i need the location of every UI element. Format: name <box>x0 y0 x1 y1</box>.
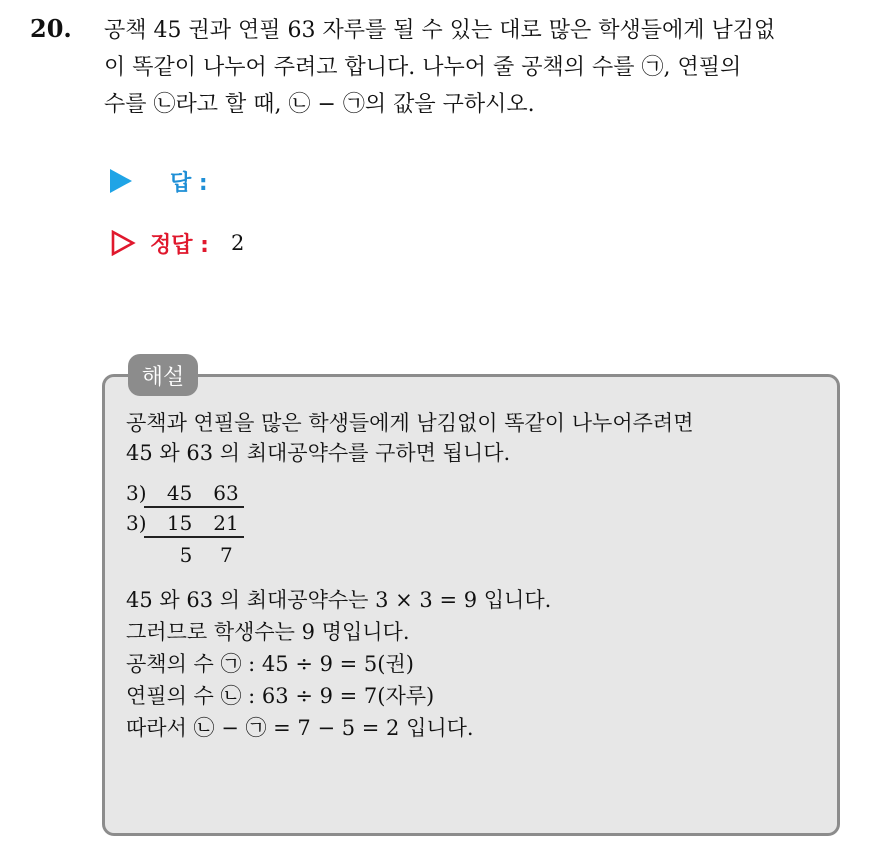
solution-intro-line: 45 와 63 의 최대공약수를 구하면 됩니다. <box>126 441 511 465</box>
division-value: 7 <box>219 543 233 567</box>
correct-answer-value: 2 <box>230 231 245 255</box>
solution-step: 연필의 수 ㉡ : 63 ÷ 9 = 7(자루) <box>126 684 435 708</box>
correct-answer-row <box>110 228 244 258</box>
outline-arrow-icon <box>110 230 136 256</box>
solution-step: 45 와 63 의 최대공약수는 3 × 3 = 9 입니다. <box>126 588 552 612</box>
solution-steps <box>126 584 826 744</box>
solution-tab: 해설 <box>128 354 198 396</box>
division-divisor: 3) <box>126 511 147 535</box>
answer-label: 답 : <box>170 170 208 196</box>
division-value: 45 <box>166 481 193 505</box>
division-row <box>126 478 239 508</box>
question-line: 공책 45 권과 연필 63 자루를 될 수 있는 대로 많은 학생들에게 남김없 <box>104 18 776 43</box>
solution-content <box>126 408 826 744</box>
play-arrow-icon <box>110 169 132 193</box>
question-line: 수를 ㉡라고 할 때, ㉡ − ㉠의 값을 구하시오. <box>104 92 535 117</box>
answer-row <box>110 166 208 196</box>
correct-answer-label: 정답 : <box>150 232 209 258</box>
division-value: 63 <box>213 481 239 505</box>
division-divisor: 3) <box>126 481 147 505</box>
question-number: 20. <box>30 14 72 43</box>
question-text <box>104 12 874 123</box>
solution-step: 공책의 수 ㉠ : 45 ÷ 9 = 5(권) <box>126 652 414 676</box>
division-value: 15 <box>166 511 193 535</box>
division-value: 21 <box>213 511 239 535</box>
solution-step: 따라서 ㉡ − ㉠ = 7 − 5 = 2 입니다. <box>126 716 474 740</box>
ladder-division <box>126 478 256 570</box>
division-row <box>126 540 233 570</box>
division-value: 5 <box>179 543 193 567</box>
division-rule <box>144 536 244 538</box>
solution-intro-line: 공책과 연필을 많은 학생들에게 남김없이 똑같이 나누어주려면 <box>126 411 694 435</box>
solution-step: 그러므로 학생수는 9 명입니다. <box>126 620 410 644</box>
question-line: 이 똑같이 나누어 주려고 합니다. 나누어 줄 공책의 수를 ㉠, 연필의 <box>104 55 742 80</box>
division-row <box>126 508 239 538</box>
